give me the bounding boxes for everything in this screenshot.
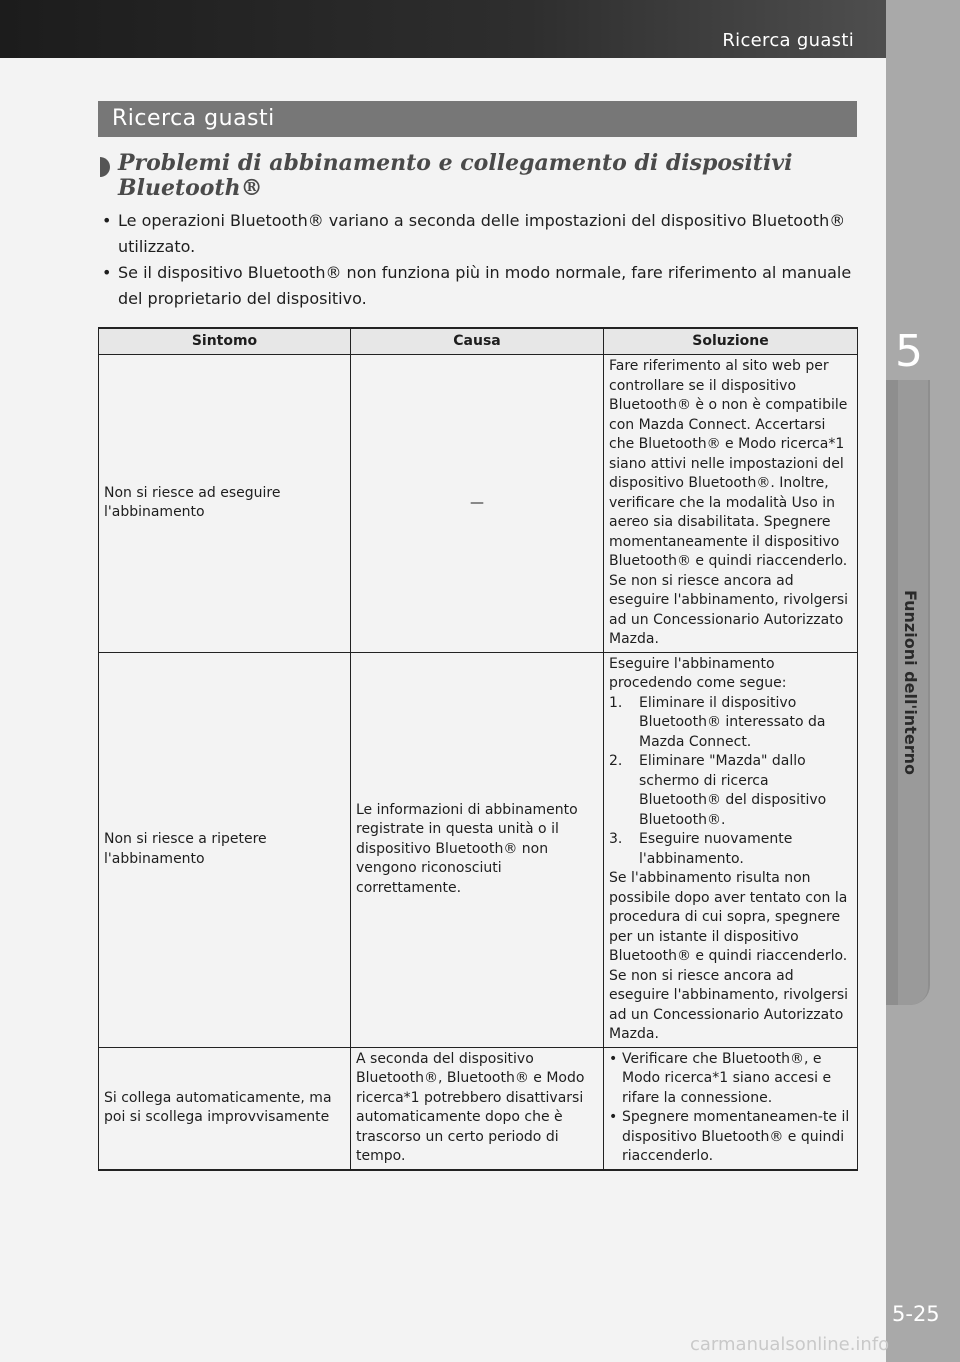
solution-cell [604,652,858,1047]
intro-bullets [100,208,858,312]
cause-cell: A seconda del dispositivo Bluetooth®, Bluetooth® e Modo ricerca*1 potrebbero disattivarsi automaticamente dopo che è trascorso un certo periodo di tempo. [351,1047,604,1170]
subsection-title: Problemi di abbinamento e collegamento di dispositivi Bluetooth® [118,150,793,201]
header-symptom: Sintomo [99,328,351,355]
solution-step: 2. Eliminare "Mazda" dallo schermo di ricerca Bluetooth® del dispositivo Bluetooth®. [609,753,827,828]
subsection-heading [98,151,858,201]
table-row [99,1047,858,1170]
solution-bullet: • Verificare che Bluetooth®, e Modo ricerca*1 siano accesi e rifare la connessione. [609,1050,852,1109]
chapter-title: Funzioni dell'interno [901,590,920,775]
watermark: carmanualsonline.info [690,1334,890,1355]
solution-step: 1. Eliminare il dispositivo Bluetooth® interessato da Mazda Connect. [609,694,826,750]
solution-steps [609,694,852,870]
table-row [99,652,858,1047]
solution-bullet: • Spegnere momentaneamen-te il dispositivo Bluetooth® e quindi riaccenderlo. [609,1108,852,1167]
top-banner [0,0,960,58]
subsection-marker-icon [100,157,110,177]
page-number: 5-25 [892,1302,940,1326]
solution-outro: Se l'abbinamento risulta non possibile dopo aver tentato con la procedura di cui sopra, spegnere per un istante il dispositivo Bluetooth® e quindi riaccenderlo. Se non si riesce ancora ad eseguire l'abbinamento, rivolgersi ad un Concessionario Autorizzato Mazda. [609,870,849,1042]
solution-cell: Fare riferimento al sito web per controllare se il dispositivo Bluetooth® è o non è compatibile con Mazda Connect. Accertarsi che Bluetooth® e Modo ricerca*1 siano attivi nelle impostazioni del dispositivo Bluetooth®. Inoltre, verificare che la modalità Uso in aereo sia disabilitata. Spegnere momentaneamente il dispositivo Bluetooth® e quindi riaccenderlo. Se non si riesce ancora ad eseguire l'abbinamento, rivolgersi ad un Concessionario Autorizzato Mazda. [604,355,858,653]
intro-bullet: • Se il dispositivo Bluetooth® non funziona più in modo normale, fare riferimento al manuale del proprietario del dispositivo. [100,260,858,312]
running-header-title: Ricerca guasti [722,30,854,51]
solution-step: 3. Eseguire nuovamente l'abbinamento. [609,831,793,867]
symptom-cell: Si collega automaticamente, ma poi si scollega improvvisamente [99,1047,351,1170]
section-title: Ricerca guasti [98,101,857,137]
solution-bullets [609,1050,852,1167]
chapter-number: 5 [895,326,923,377]
cause-cell: — [351,355,604,653]
symptom-cell: Non si riesce ad eseguire l'abbinamento [99,355,351,653]
troubleshooting-table [98,327,858,1171]
solution-cell [604,1047,858,1170]
symptom-cell: Non si riesce a ripetere l'abbinamento [99,652,351,1047]
intro-bullet: • Le operazioni Bluetooth® variano a seconda delle impostazioni del dispositivo Bluetooth® utilizzato. [100,208,858,260]
table-header-row [99,328,858,355]
table-row [99,355,858,653]
cause-cell: Le informazioni di abbinamento registrate in questa unità o il dispositivo Bluetooth® non vengono riconosciuti correttamente. [351,652,604,1047]
solution-intro: Eseguire l'abbinamento procedendo come segue: [609,655,787,691]
header-solution: Soluzione [604,328,858,355]
header-cause: Causa [351,328,604,355]
